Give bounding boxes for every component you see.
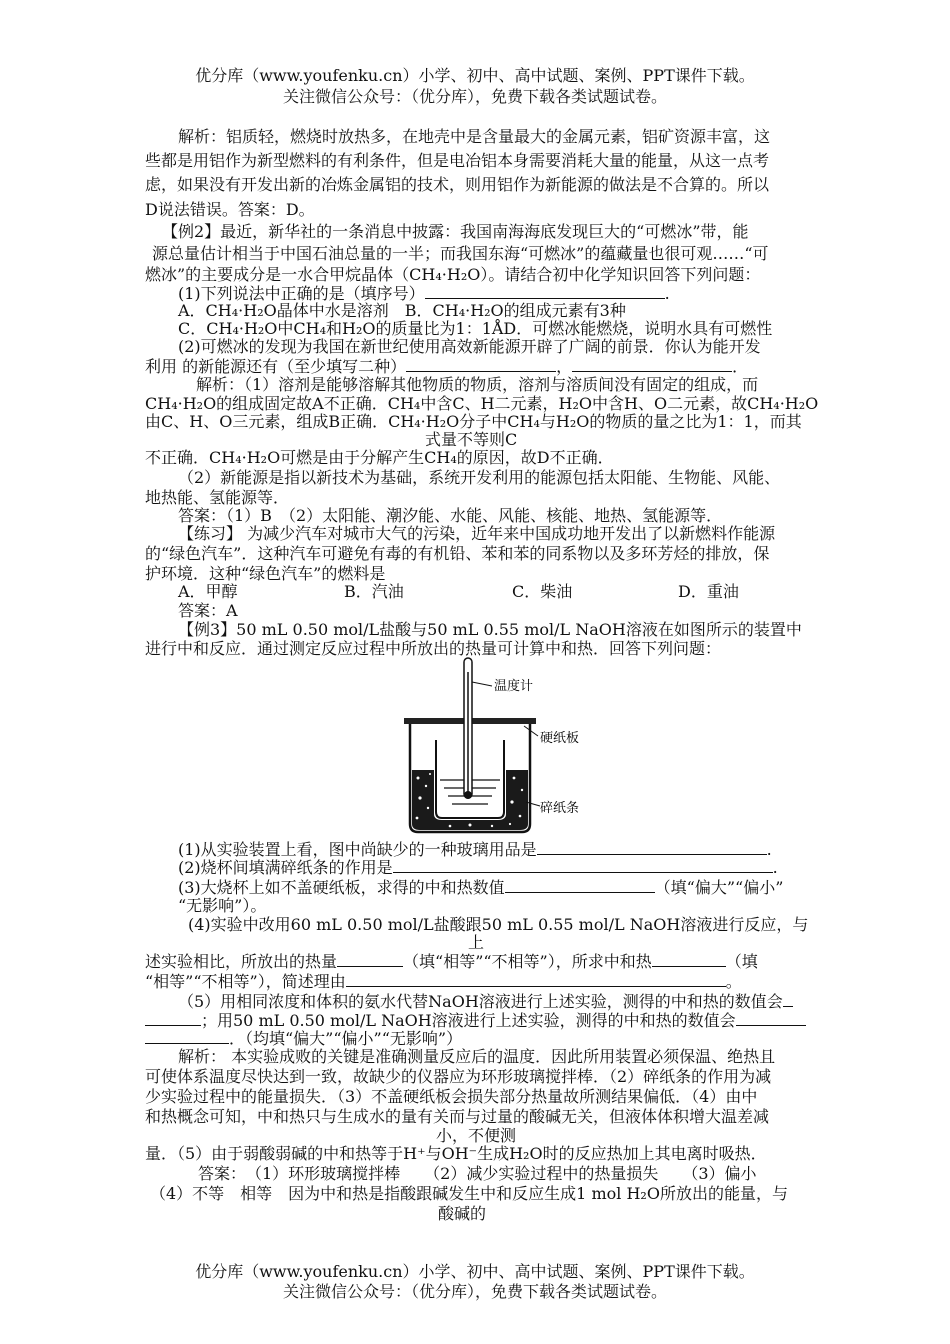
ex3-q4-line-2: 上 <box>468 933 485 952</box>
header-line-1: 优分库（www.youfenku.cn）小学、初中、高中试题、案例、PPT课件下载。 <box>195 66 755 85</box>
ex3-q3-text: (3)大烧杯上如不盖硬纸板，求得的中和热数值 <box>178 878 505 897</box>
p1-line-1: 解析：铝质轻，燃烧时放热多，在地壳中是含量最大的金属元素，铝矿资源丰富，这 <box>178 127 771 146</box>
ex3-q4-text-2: （填“相等”“不相等”），所求中和热 <box>403 952 652 971</box>
paper-label: 碎纸条 <box>540 801 580 816</box>
p1-line-4: D说法错误。答案：D。 <box>145 200 315 219</box>
sol3-line-3: 少实验过程中的能量损失．（3）不盖硬纸板会损失部分热量故所测结果偏低．（4）由中 <box>145 1087 758 1106</box>
footer-line-1: 优分库（www.youfenku.cn）小学、初中、高中试题、案例、PPT课件下载。 <box>195 1262 755 1281</box>
p1-line-3: 虑，如果没有开发出新的冶炼金属铝的技术，则用铝作为新能源的做法是不合算的。所以 <box>145 175 770 194</box>
practice-option-b: B．汽油 <box>344 582 404 601</box>
ex3-q4-text-4: “相等”“不相等”），简述理由 <box>145 972 346 991</box>
ex2-intro-1: 【例2】最近，新华社的一条消息中披露：我国南海海底发现巨大的“可燃冰”带，能 <box>162 222 749 241</box>
ex3-q4-blank-heat[interactable] <box>337 950 403 967</box>
practice-option-d: D．重油 <box>678 582 739 601</box>
practice-option-a: A．甲醇 <box>178 582 238 601</box>
ans3-line-3: 酸碱的 <box>438 1204 487 1223</box>
sol3-line-1: 解析： 本实验成败的关键是准确测量反应后的温度．因此所用装置必须保温、绝热且 <box>178 1047 776 1066</box>
ex2-q1: (1)下列说法中正确的是（填序号） . <box>178 284 670 303</box>
ans3-line-1: 答案： （1）环形玻璃搅拌棒 （2）减少实验过程中的热量损失 （3）偏小 <box>198 1164 757 1183</box>
ex2-q2-blank-2[interactable] <box>572 355 732 372</box>
thermometer-bulb <box>464 791 472 799</box>
ex3-intro-1: 【例3】50 mL 0.50 mol/L盐酸与50 mL 0.55 mol/L NaOH溶液在如图所示的装置中 <box>178 620 802 639</box>
ex3-q5-blank-2a[interactable] <box>736 1009 806 1026</box>
practice-option-c: C．柴油 <box>512 582 573 601</box>
sol2-answer: 答案：（1）B （2）太阳能、潮汐能、水能、风能、核能、地热、氢能源等． <box>178 506 723 525</box>
ex3-q5-blank-2b[interactable] <box>145 1027 229 1044</box>
ex3-q4-line-1: (4)实验中改用60 mL 0.50 mol/L盐酸跟50 mL 0.55 mol/L NaOH溶液进行反应，与 <box>188 915 809 934</box>
sol3-line-5: 小，不便测 <box>436 1126 517 1145</box>
practice-line-3: 护环境．这种“绿色汽车”的燃料是 <box>145 564 386 583</box>
sol2-line-2: CH₄·H₂O的组成固定故A不正确．CH₄中含C、H二元素，H₂O中含H、O二元素，故CH₄·H₂O <box>145 394 819 413</box>
ex3-q2: (2)烧杯间填满碎纸条的作用是 . <box>178 858 778 877</box>
sol3-line-4: 和热概念可知，中和热只与生成水的量有关而与过量的酸碱无关，但液体体积增大温差减 <box>145 1107 770 1126</box>
ex2-q2-line-2: 利用 的新能源还有（至少填写二种） ， ． <box>145 357 749 376</box>
sol2-line-5: 不正确．CH₄·H₂O可燃是由于分解产生CH₄的原因，故D不正确． <box>145 448 614 467</box>
ex3-q1: (1)从实验装置上看，图中尚缺少的一种玻璃用品是 . <box>178 840 772 859</box>
practice-answer: 答案：A <box>178 601 238 620</box>
ex3-q4-text-3: （填 <box>725 952 758 971</box>
sol2-line-6: （2）新能源是指以新技术为基础，系统开发利用的能源包括太阳能、生物能、风能、 <box>178 468 781 487</box>
ex2-intro-2: 源总量估计相当于中国石油总量的一半；而我国东海“可燃冰”的蕴藏量也很可观……“可 <box>152 244 769 263</box>
ex2-q2-line-1: (2)可燃冰的发现为我国在新世纪使用高效新能源开辟了广阔的前景．你认为能开发 <box>178 337 761 356</box>
practice-line-1: 【练习】 为减少汽车对城市大气的污染，近年来中国成功地开发出了以新燃料作能源 <box>178 524 776 543</box>
ex2-q2-blank-1[interactable] <box>406 355 556 372</box>
ex2-q1-blank[interactable] <box>425 282 665 299</box>
sol2-line-4: 式量不等则C <box>425 430 518 449</box>
ans3-line-2: （4）不等 相等 因为中和热是指酸跟碱发生中和反应生成1 mol H₂O所放出的能量，与 <box>150 1184 788 1203</box>
ex3-intro-2: 进行中和反应．通过测定反应过程中所放出的热量可计算中和热．回答下列问题： <box>145 639 722 658</box>
ex3-q1-text: (1)从实验装置上看，图中尚缺少的一种玻璃用品是 <box>178 840 537 859</box>
ex3-q2-blank[interactable] <box>393 856 773 873</box>
ex3-q5-text-3: ．（均填“偏大”“偏小”“无影响”） <box>229 1029 463 1048</box>
sol2-line-3: 由C、H、O三元素，组成B正确．CH₄·H₂O分子中CH₄与H₂O的物质的量之比为1：1，而其 <box>145 412 802 431</box>
ex3-q5-text-1: （5）用相同浓度和体积的氨水代替NaOH溶液进行上述实验，测得的中和热的数值会 <box>178 992 783 1011</box>
ex2-options-ab: A．CH₄·H₂O晶体中水是溶剂 B．CH₄·H₂O的组成元素有3种 <box>178 301 626 320</box>
paper-leader <box>526 802 540 806</box>
practice-line-2: 的“绿色汽车”．这种汽车可避免有毒的有机铅、苯和苯的同系物以及多环芳烃的排放，保 <box>145 544 770 563</box>
sol2-line-7: 地热能、氢能源等． <box>145 488 290 507</box>
ex3-q1-blank[interactable] <box>537 838 767 855</box>
p1-line-2: 些都是用铝作为新型燃料的有利条件，但是电冶铝本身需要消耗大量的能量，从这一点考 <box>145 151 770 170</box>
ex3-q4-blank-neutral[interactable] <box>652 950 726 967</box>
cardboard-label: 硬纸板 <box>540 731 580 746</box>
thermometer-leader <box>472 682 492 686</box>
sol2-line-1: 解析：（1）溶剂是能够溶解其他物质的物质，溶剂与溶质间没有固定的组成，而 <box>196 375 759 394</box>
ex2-q2-text: 利用 的新能源还有（至少填写二种） <box>145 357 407 376</box>
ex3-q5-text-2: ；用50 mL 0.50 mol/L NaOH溶液进行上述实验，测得的中和热的数值会 <box>201 1011 736 1030</box>
ex3-q2-text: (2)烧杯间填满碎纸条的作用是 <box>178 858 393 877</box>
sol3-line-2: 可使体系温度尽快达到一致，故缺少的仪器应为环形玻璃搅拌棒．（2）碎纸条的作用为减 <box>145 1067 772 1086</box>
sol3-line-6: 量．（5）由于弱酸弱碱的中和热等于H⁺与OH⁻生成H₂O时的反应热加上其电离时吸热． <box>145 1144 767 1163</box>
ex3-q4-text-5: 。 <box>725 972 742 991</box>
ex3-q3-blank[interactable] <box>505 876 655 893</box>
ex3-q3-line-1 <box>178 876 783 899</box>
thermometer-label: 温度计 <box>494 679 534 694</box>
calorimeter-figure <box>400 652 620 838</box>
ex2-intro-3: 燃冰”的主要成分是一水合甲烷晶体（CH₄·H₂O）。请结合初中化学知识回答下列问题： <box>145 265 761 284</box>
ex2-q1-text: (1)下列说法中正确的是（填序号） <box>178 284 425 303</box>
ex3-q5-blank-1a[interactable] <box>783 990 793 1007</box>
ex2-options-cd: C．CH₄·H₂O中CH₄和H₂O的质量比为1：1ÅD．可燃冰能燃烧，说明水具有可燃性 <box>178 319 773 338</box>
header-line-2: 关注微信公众号：（优分库），免费下载各类试题试卷。 <box>282 87 667 106</box>
ex3-q3-line-2: “无影响”）。 <box>178 896 267 915</box>
ex3-q3-tail: （填“偏大”“偏小” <box>654 878 784 897</box>
ex3-q4-text-1: 述实验相比，所放出的热量 <box>145 952 338 971</box>
ex3-q5-blank-1b[interactable] <box>145 1009 201 1026</box>
footer-line-2: 关注微信公众号：（优分库），免费下载各类试题试卷。 <box>282 1282 667 1301</box>
ex3-q4-blank-reason[interactable] <box>346 970 726 987</box>
